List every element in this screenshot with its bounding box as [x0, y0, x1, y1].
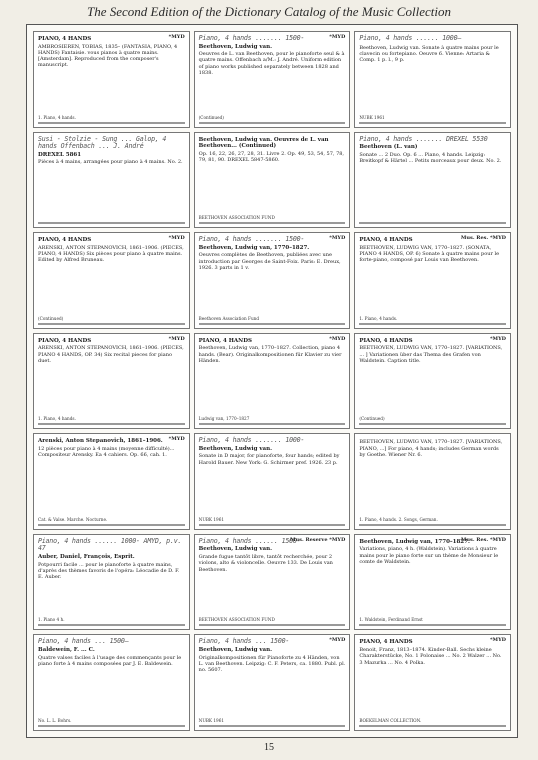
card-heading: Auber, Daniel, François, Esprit.: [38, 554, 135, 560]
card-call-number: *MYD: [329, 235, 346, 242]
card-body: Sonate ... 2 Duo. Op. 6 ... Piano, 4 hands. Leipzig: Breitkopf & Härtel ... Petits morceaux pour deux. No. 2.: [359, 151, 502, 164]
card-handwritten-note: Piano, 4 hands ....... 1500-: [198, 235, 305, 244]
card-call-number: *MYD: [329, 637, 346, 644]
card-footer: BOEKELMAN COLLECTION.: [359, 717, 422, 723]
card-footer: 1. Piano 4 h.: [38, 617, 65, 623]
card-handwritten-note: Piano, 4 hands ... 1500-: [198, 637, 290, 646]
card-body: BEETHOVEN, LUDWIG VAN, 1770–1827. [VARIATIONS, PIANO, ...] For piano, 4 hands; includes German words by Goethe. Wiener Nr. 6.: [359, 439, 503, 458]
card-handwritten-note: Piano, 4 hands ...... 1000- AMYD, p.v. 47: [38, 536, 182, 553]
card-body: BEETHOVEN, LUDWIG VAN, 1770–1827. (SONATA, PIANO 4 HANDS, OP. 6) Sonate à quatre mains pour le forte-piano, composé par Louis van Beethoven.: [359, 244, 500, 264]
catalog-card: [33, 333, 190, 430]
card-heading: Beethoven, Ludwig van.: [198, 546, 273, 553]
card-rule: [38, 524, 185, 526]
card-body: ARENSKI, ANTON STEPANOVICH, 1861–1906. (PIECES, PIANO, 4 HANDS) Six pièces pour piano à quatre mains. Edited by Alfred Bruneau.: [38, 244, 184, 264]
card-footer: (Continued): [198, 114, 224, 120]
card-body: AMBROSIEREN, TOBIAS, 1835– (FANTASIA, PIANO, 4 HANDS) Fantaisie. vous pianos à quatre mains. [Amsterdam]. Reproduced from the composer's manuscript.: [38, 43, 178, 69]
card-rule: [38, 122, 185, 124]
card-heading: Beethoven, Ludwig van, 1770–1827.: [359, 538, 470, 545]
catalog-card: [194, 433, 351, 530]
card-rule: [38, 323, 185, 325]
catalog-card: [354, 534, 511, 631]
card-heading: PIANO, 4 HANDS: [38, 36, 92, 42]
card-footer: 1. Piano, 4 hands.: [38, 114, 76, 120]
card-footer: 1. Waldstein, Ferdinand Ernst: [359, 617, 423, 623]
card-heading: Baldewein, F. ... C.: [38, 647, 95, 653]
catalog-card: [33, 433, 190, 530]
catalog-card: [194, 333, 351, 430]
card-heading: PIANO, 4 HANDS: [359, 237, 413, 244]
card-heading: Beethoven, Ludwig van.: [198, 445, 273, 452]
page-number: 15: [264, 742, 274, 753]
catalog-card: [354, 333, 511, 430]
catalog-card: [354, 634, 511, 731]
card-heading: Arenski, Anton Stepanovich, 1861–1906.: [38, 438, 163, 445]
card-body: Potpourri facile ... pour le pianoforte à quatre mains, d'après des thèmes favoris de l'opéra: Léocadie de D. F. E. Auber.: [38, 561, 180, 581]
card-heading: Beethoven, Ludwig van.: [198, 647, 273, 653]
card-heading: PIANO, 4 HANDS: [38, 237, 92, 244]
card-heading: PIANO, 4 HANDS: [198, 337, 252, 344]
card-rule: [199, 725, 346, 727]
catalog-card: [194, 634, 351, 731]
card-rule: [359, 222, 506, 224]
card-handwritten-note: Piano, 4 hands ....... 1500-: [198, 34, 305, 42]
catalog-sheet: [26, 24, 518, 738]
card-heading: PIANO, 4 HANDS: [359, 639, 413, 646]
card-footer: 1. Piano, 4 hands. 2. Songs, German.: [359, 516, 438, 522]
card-rule: [38, 222, 185, 224]
card-handwritten-note: Piano, 4 hands ....... DREXEL 5530: [359, 134, 488, 143]
card-rule: [359, 323, 506, 325]
card-footer: Beethoven Association Fund: [198, 315, 260, 321]
card-handwritten-note: Piano, 4 hands ... 1500–: [38, 637, 129, 646]
card-body: Sonate in D major, for pianoforte, four hands; edited by Harold Bauer. New York: G. Schirmer pref. 1926. 23 p.: [198, 453, 340, 466]
catalog-card: [354, 132, 511, 229]
card-call-number: *MYD: [329, 34, 346, 40]
card-call-number: Mus. Res. *MYD: [460, 536, 506, 543]
card-rule: [38, 624, 185, 626]
card-body: Oeuvres complètes de Beethoven, publiées avec une introduction par Georges de Saint-Foix. Paris: E. Dreux, 1926. 3 parts in 1 v.: [198, 252, 341, 271]
card-heading: Beethoven, Ludwig van, 1770–1827.: [198, 244, 310, 251]
card-body: Op. 16, 22, 26, 27, 28, 31. Livre 2. Op. 49, 53, 54, 57, 78, 79, 81, 90. DREXEL 5847-5860.: [198, 150, 345, 163]
card-heading: PIANO, 4 HANDS: [38, 337, 92, 344]
catalog-card: [33, 634, 190, 731]
card-footer: Ludwig van, 1770–1827: [198, 416, 250, 422]
catalog-card: [194, 534, 351, 631]
card-heading: Beethoven (L. van): [359, 144, 418, 151]
card-footer: No. L. L. Bohrs.: [38, 717, 72, 723]
card-heading: DREXEL 5861: [38, 151, 82, 158]
card-footer: (Continued): [359, 416, 385, 422]
card-body: Beethoven, Ludwig van, 1770–1827. Collection, piano 4 hands. (Bear). Originalkompositionen für Klavier zu vier Händen.: [198, 345, 342, 364]
card-body: 12 pièces pour piano à 4 mains (moyenne difficulté)... Compositeur Arensky. Ea 4 cahiers. Op. 66, cah. 1.: [38, 445, 175, 459]
card-body: Quatre valses faciles à l'usage des commençants pour le piano forte à 4 mains composées par J. E. Baldewein.: [38, 654, 182, 667]
card-call-number: *MYD: [168, 335, 185, 342]
card-handwritten-note: Piano, 4 hands ....... 1000-: [198, 436, 305, 445]
card-handwritten-note: Susi - Stolzie - Sung ... Galop, 4 hands Offenbach ... J. André: [38, 134, 167, 151]
card-rule: [199, 624, 346, 626]
card-rule: [199, 323, 346, 325]
card-footer: BEETHOVEN ASSOCIATION FUND: [198, 215, 275, 221]
card-rule: [199, 524, 346, 526]
card-body: Originalkompositionen für Pianoforte zu 4 Händen, von L. van Beethoven. Leipzig: C. F. Peters, ca. 1880. Publ. pl. no. 5607.: [198, 654, 346, 674]
card-body: Grande fugue tantôt libre, tantôt recherchée, pour 2 violons, alto & violoncelle. Oeuvre 133. De Louis van Beethoven.: [198, 554, 333, 573]
card-handwritten-note: Piano, 4 hands ...... 1500-: [198, 536, 301, 545]
catalog-card: [33, 232, 190, 329]
card-rule: [359, 725, 506, 727]
card-call-number: Mus. Res. *MYD: [460, 235, 506, 242]
card-rule: [359, 624, 506, 626]
page-title: The Second Edition of the Dictionary Catalog of the Music Collection: [87, 4, 451, 19]
card-call-number: Mus. Reserve *MYD: [290, 536, 346, 543]
card-body: Benoit, Franz, 1813–1874. Kinder-Ball. Sechs kleine Charakterstücke, No. 1 Polonaise ... No. 2 Walzer ... No. 3 Mazurka ... No. 4 Polka.: [359, 647, 502, 666]
card-call-number: *MYD: [168, 34, 185, 40]
card-grid: [33, 31, 511, 731]
card-call-number: *MYD: [168, 235, 185, 242]
card-handwritten-note: Piano, 4 hands ...... 1000–: [359, 34, 462, 42]
card-body: Variations, piano, 4 h. (Waldstein). Variations à quatre mains pour le piano forte sur un thème de Monsieur le comte de Waldstein.: [359, 546, 499, 565]
catalog-card: [354, 31, 511, 128]
card-heading: PIANO, 4 HANDS: [359, 337, 413, 344]
card-footer: BEETHOVEN ASSOCIATION FUND: [198, 617, 275, 623]
card-footer: NUBK 1961: [198, 717, 225, 723]
card-rule: [199, 122, 346, 124]
catalog-card: [354, 232, 511, 329]
catalog-card: [33, 31, 190, 128]
card-call-number: *MYD: [329, 335, 346, 342]
card-call-number: *MYD: [489, 637, 506, 644]
card-footer: NUBK 1961: [198, 516, 225, 522]
card-footer: NUBK 1961: [359, 114, 385, 120]
card-body: ARENSKI, ANTON STEPANOVICH, 1861–1906. (PIECES, PIANO 4 HANDS, OP. 34) Six recital pieces for piano duet.: [38, 345, 184, 364]
card-call-number: *MYD: [489, 335, 506, 342]
card-body: Oeuvres de L. van Beethoven, pour le pianoforte seul & à quatre mains. Offenbach a/M.: J. André. Uniform edition of piano works published separately between 1828 and 1838.: [198, 51, 345, 76]
card-rule: [199, 423, 346, 425]
card-body: BEETHOVEN, LUDWIG VAN, 1770–1827. [VARIATIONS, ... ] Variationen über das Thema des Grafen von Waldstein. Caption title.: [359, 345, 503, 364]
card-body: Beethoven, Ludwig van. Sonate à quatre mains pour le clavecin ou fortepiano. Oeuvre 6. Vienne: Artaria & Comp. 1 p. l., 9 p.: [359, 44, 499, 64]
catalog-card: [33, 132, 190, 229]
card-footer: 1. Piano, 4 hands.: [359, 315, 398, 321]
card-call-number: *MYD: [168, 436, 185, 443]
card-heading: Beethoven, Ludwig van.: [198, 43, 273, 50]
card-rule: [359, 524, 506, 526]
card-rule: [199, 222, 346, 224]
catalog-card: [194, 31, 351, 128]
card-body: Pièces à 4 mains, arrangées pour piano à 4 mains. No. 2.: [38, 159, 183, 166]
card-heading: Beethoven, Ludwig van. Oeuvres de L. van Beethoven... (Continued): [198, 136, 329, 150]
card-rule: [38, 725, 185, 727]
catalog-card: [194, 132, 351, 229]
card-footer: Cat. & Valse. Marche. Nocturne.: [38, 516, 108, 522]
catalog-card: [354, 433, 511, 530]
card-rule: [359, 423, 506, 425]
catalog-card: [33, 534, 190, 631]
catalog-card: [194, 232, 351, 329]
card-footer: (Continued): [38, 315, 64, 321]
card-footer: 1. Piano, 4 hands.: [38, 416, 76, 422]
card-rule: [359, 122, 506, 124]
card-rule: [38, 423, 185, 425]
